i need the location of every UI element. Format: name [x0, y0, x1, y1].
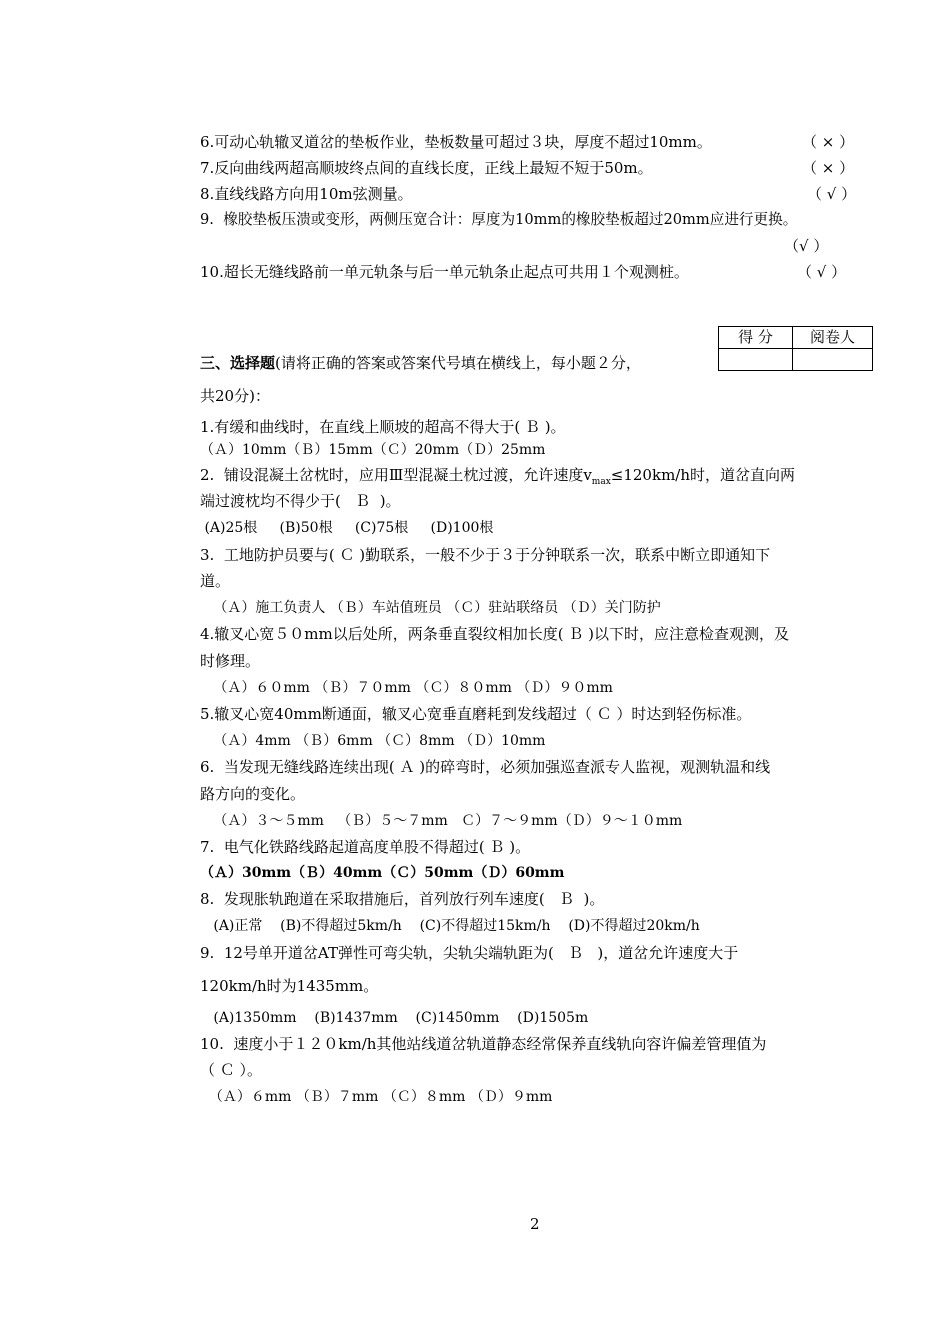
tf-item-9: 9. 橡胶垫板压溃或变形，两侧压宽合计：厚度为10mm的橡胶垫板超过20mm应进行更换。 — [200, 211, 798, 228]
tf-item-10: 10.超长无缝线路前一单元轨条与后一单元轨条止起点可共用１个观测桩。 — [200, 263, 689, 281]
option-line: （Ａ）６０mm （Ｂ）７０mm （Ｃ）８０mm （Ｄ）９０mm — [200, 680, 613, 696]
page-number: 2 — [530, 1215, 540, 1233]
tf-mark-7: （ × ） — [802, 159, 855, 177]
tf-mark-6: （ × ） — [802, 133, 855, 151]
score-table — [718, 326, 873, 371]
question-line: 4.辙叉心宽５０mm以后处所，两条垂直裂纹相加长度( Ｂ )以下时，应注意检查观测，及 — [200, 625, 790, 643]
section-heading — [200, 353, 641, 373]
subscript: max — [591, 477, 611, 487]
section-title: 三、选择题 — [200, 354, 276, 372]
question-line: 路方向的变化。 — [200, 785, 306, 803]
tf-item-6: 6.可动心轨辙叉道岔的垫板作业，垫板数量可超过３块，厚度不超过10mm。 — [200, 133, 712, 151]
option-line: （Ａ）６mm （Ｂ）７mm （Ｃ）８mm （Ｄ）９mm — [200, 1089, 553, 1105]
tf-mark-9: （√ ） — [784, 237, 829, 255]
option-line: （Ａ）30mm（Ｂ）40mm（Ｃ）50mm（Ｄ）60mm — [200, 865, 565, 881]
question-line: 9. 12号单开道岔AT弹性可弯尖轨，尖轨尖端轨距为( Ｂ )，道岔允许速度大于 — [200, 944, 739, 962]
option-line: (A)25根 (B)50根 (C)75根 (D)100根 — [200, 520, 494, 536]
option-line: (A)1350mm (B)1437mm (C)1450mm (D)1505m — [200, 1010, 589, 1026]
option-line: （Ａ）施工负责人 （Ｂ）车站值班员 （Ｃ）驻站联络员 （Ｄ）关门防护 — [200, 600, 661, 616]
question-line: 1.有缓和曲线时，在直线上顺坡的超高不得大于( Ｂ )。 — [200, 418, 566, 436]
option-line: （Ａ）4mm （Ｂ）6mm （Ｃ）8mm （Ｄ）10mm — [200, 733, 546, 749]
score-cell[interactable] — [719, 349, 793, 371]
option-line: (A)正常 (B)不得超过5km/h (C)不得超过15km/h (D)不得超过20km/h — [200, 918, 700, 934]
question-line: 10. 速度小于１２０km/h其他站线道岔轨道静态经常保养直线轨向容许偏差管理值为 — [200, 1035, 767, 1053]
section-instruction-cont: 共20分)： — [200, 387, 270, 405]
tf-item-8: 8.直线线路方向用10m弦测量。 — [200, 185, 413, 203]
tf-item-7: 7.反向曲线两超高顺坡终点间的直线长度，正线上最短不短于50m。 — [200, 159, 653, 177]
option-line: （Ａ）10mm（Ｂ）15mm（Ｃ）20mm（Ｄ）25mm — [200, 442, 546, 458]
section-instruction: (请将正确的答案或答案代号填在横线上，每小题２分， — [275, 354, 641, 372]
question-line: 时修理。 — [200, 652, 261, 670]
question-line: 道。 — [200, 572, 231, 590]
option-line: （Ａ）３～５mm （Ｂ）５～７mm Ｃ）７～９mm（Ｄ）９～１０mm — [200, 813, 683, 829]
tf-mark-8: （ √ ） — [807, 185, 857, 203]
question-line: 2. 铺设混凝土岔枕时，应用Ⅲ型混凝土枕过渡，允许速度$v_{max}\le 120km/h$时，道岔直向两 — [200, 466, 796, 487]
tf-mark-10: （ √ ） — [797, 263, 847, 281]
reviewer-cell[interactable] — [793, 349, 873, 371]
question-line: 8. 发现胀轨跑道在采取措施后，首列放行列车速度( Ｂ )。 — [200, 890, 605, 908]
question-line: （ Ｃ ）。 — [200, 1061, 263, 1079]
reviewer-header: 阅卷人 — [793, 327, 873, 349]
question-line: 3. 工地防护员要与( Ｃ )勤联系，一般不少于３于分钟联系一次，联系中断立即通知下 — [200, 546, 771, 564]
question-line: 6. 当发现无缝线路连续出现( Ａ )的碎弯时，必须加强巡查派专人监视，观测轨温和线 — [200, 758, 771, 776]
score-header: 得 分 — [719, 327, 793, 349]
question-line: 端过渡枕均不得少于( Ｂ )。 — [200, 492, 401, 510]
question-line: 7. 电气化铁路线路起道高度单股不得超过( Ｂ )。 — [200, 838, 531, 856]
question-line: 5.辙叉心宽40mm断通面，辙叉心宽垂直磨耗到发线超过（ Ｃ ）时达到轻伤标准。 — [200, 705, 752, 723]
question-line: 120km/h时为1435mm。 — [200, 977, 379, 995]
